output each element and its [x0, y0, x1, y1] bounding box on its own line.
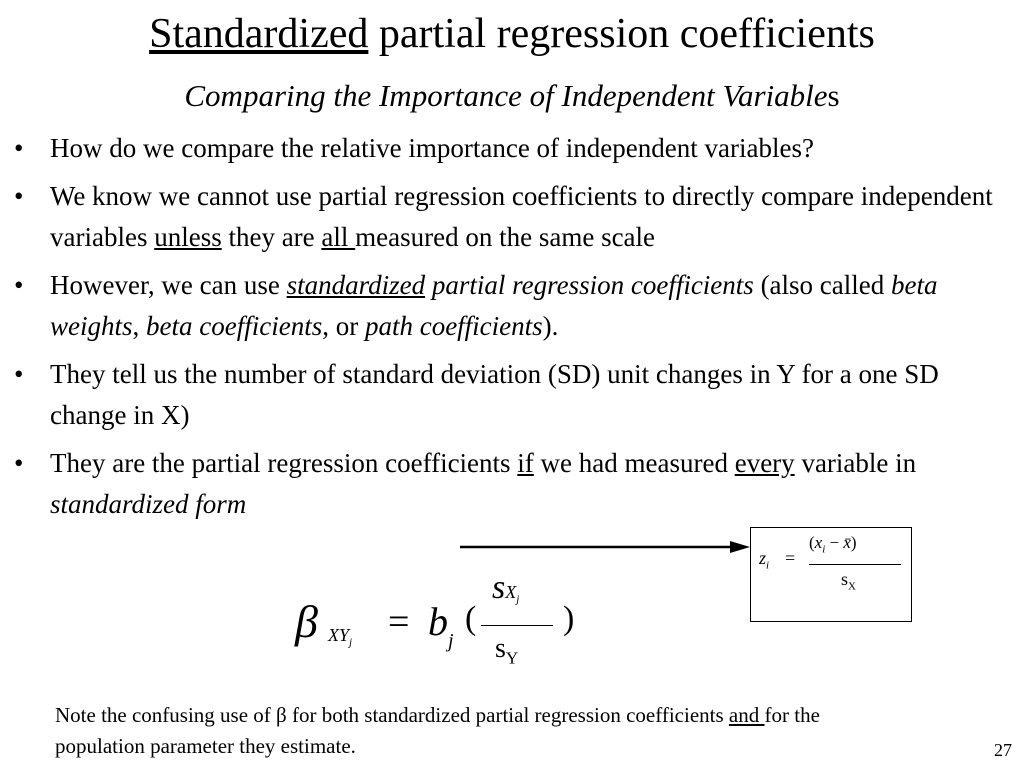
bullet-3-coefficients: partial regression coefficients: [425, 270, 754, 300]
beta-formula: [295, 569, 595, 675]
bullet-3-standardized: standardized: [286, 270, 426, 300]
z-formula-fraction-bar: [809, 564, 901, 565]
z-formula-equals: =: [785, 548, 796, 568]
bullet-item-1: [0, 128, 1020, 169]
bullet-item-4: [0, 354, 1020, 436]
bullet-item-5: [0, 443, 1020, 525]
bullet-2-text-b: they are: [221, 222, 322, 252]
bullet-5-standardized-form: standardized form: [50, 489, 247, 519]
beta-right-paren: ): [563, 600, 575, 637]
bullet-3-text-b: (also called: [753, 270, 892, 300]
bullet-list: [0, 128, 1020, 532]
page-number: 27: [994, 740, 1012, 760]
beta-b: b: [428, 599, 448, 644]
bullet-3-text-a: However, we can use: [50, 270, 287, 300]
bullet-5-if: if: [517, 448, 534, 478]
beta-denominator: $s_Y$: [495, 633, 519, 668]
beta-subscript: $XY_j$: [328, 625, 353, 649]
slide-title: [0, 8, 1024, 60]
bullet-5-text-b: we had measured: [533, 448, 735, 478]
beta-fraction-bar: [481, 625, 553, 626]
z-formula-numerator: ($x_i$ − x̄): [809, 533, 857, 556]
bullet-2-unless: unless: [154, 222, 222, 252]
bullet-5-every: every: [734, 448, 795, 478]
bullet-2-text-c: measured on the same scale: [355, 222, 656, 252]
bullet-3-close: ).: [542, 311, 559, 341]
title-rest: partial regression coefficients: [368, 11, 875, 57]
bullet-3-or: , or: [322, 311, 365, 341]
bullet-2-text-a: We know we cannot use partial regression coefficients to directly compare independent variables: [50, 181, 993, 252]
bullet-5-text-a: They are the partial regression coefficients: [50, 448, 518, 478]
subtitle-italic: Comparing the Importance of Independent Variable: [184, 78, 828, 113]
title-underlined-word: Standardized: [149, 11, 369, 57]
footnote-text-a: Note the confusing use of β for both standardized partial regression coefficients: [55, 703, 729, 727]
slide-subtitle: [0, 76, 1024, 116]
beta-equals: =: [388, 601, 410, 643]
footnote-text-b: for the population parameter they estimate.: [55, 703, 820, 758]
bullet-item-3: [0, 265, 1020, 347]
bullet-3-beta-weights: beta weights: [50, 270, 938, 341]
bullet-1-text: How do we compare the relative importance of independent variables?: [50, 133, 814, 163]
bullet-5-text-c: variable in: [794, 448, 917, 478]
subtitle-tail: s: [827, 78, 840, 113]
footnote: [55, 700, 855, 762]
z-formula-lhs: $z_i$: [759, 548, 770, 572]
z-formula-denominator: $s_X$: [841, 569, 856, 593]
beta-symbol: β: [295, 596, 318, 647]
beta-numerator: $sX_j$: [492, 569, 520, 606]
bullet-3-beta-coefficients: beta coefficients: [146, 311, 323, 341]
right-arrow-icon: [460, 537, 750, 557]
bullet-3-path-coefficients: path coefficients: [364, 311, 543, 341]
bullet-2-all: all: [321, 222, 356, 252]
z-score-formula-box: [750, 527, 912, 622]
bullet-4-text: They tell us the number of standard deviation (SD) unit changes in Y for a one SD change in X): [50, 359, 939, 430]
footnote-and: and: [728, 703, 765, 727]
beta-left-paren: (: [465, 600, 477, 637]
bullet-item-2: [0, 176, 1020, 258]
beta-b-subscript: j: [448, 630, 454, 652]
bullet-3-comma: ,: [132, 311, 147, 341]
